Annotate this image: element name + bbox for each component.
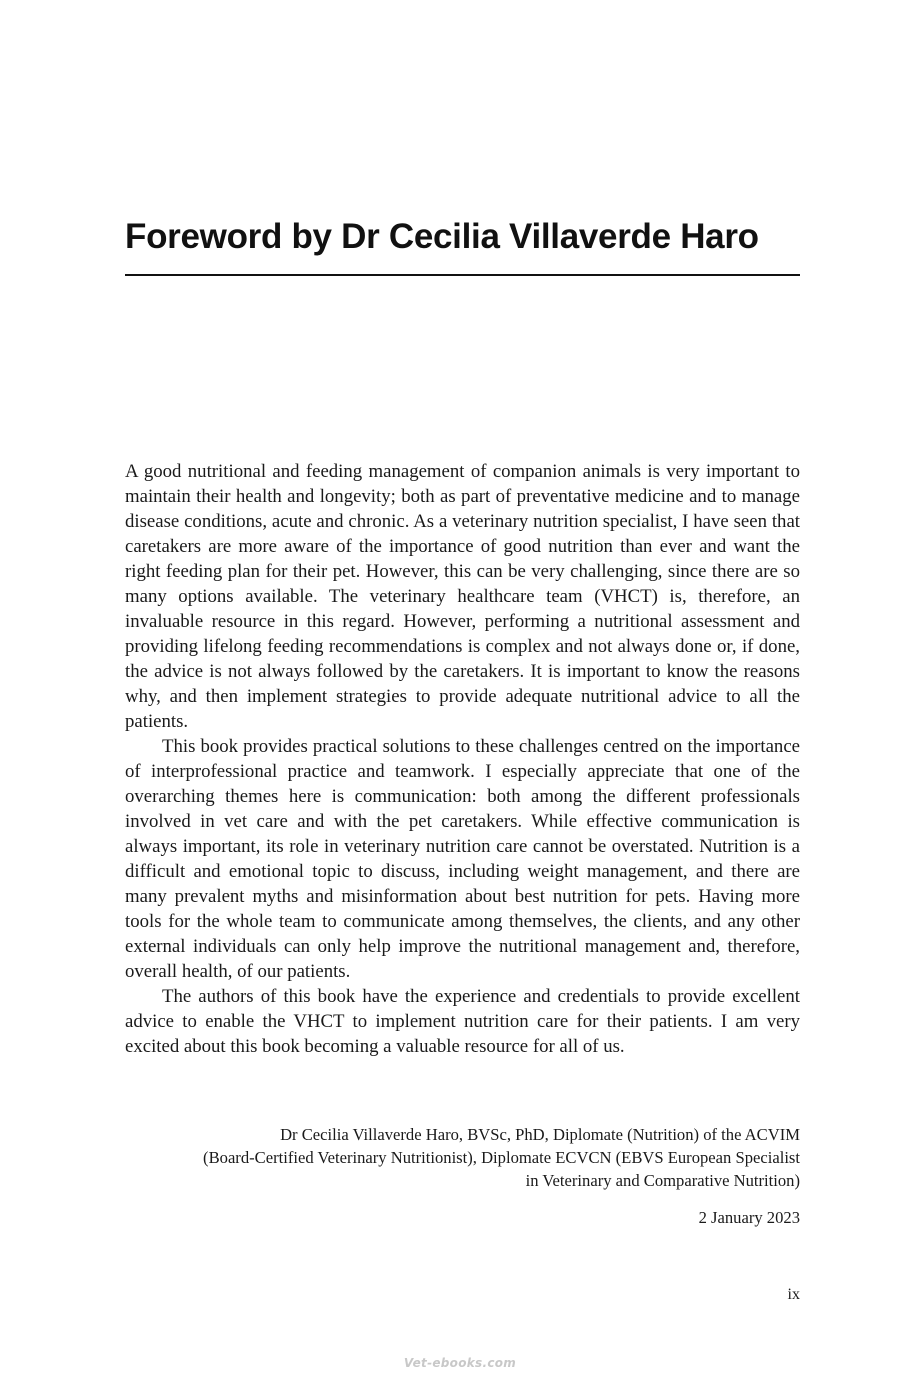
author-signature <box>125 1123 800 1192</box>
signature-line-3: in Veterinary and Comparative Nutrition) <box>525 1171 800 1190</box>
watermark-logo: Vet-ebooks.com <box>403 1356 517 1370</box>
page-number: ix <box>787 1286 800 1303</box>
signature-line-1: Dr Cecilia Villaverde Haro, BVSc, PhD, Diplomate (Nutrition) of the ACVIM <box>280 1125 800 1144</box>
paragraph-1: A good nutritional and feeding management of companion animals is very important to maintain their health and longevity; both as part of preventative medicine and to manage disease conditions, acute and chronic. As a veterinary nutrition specialist, I have seen that caretakers are more aware of the importance of good nutrition than ever and want the right feeding plan for their pet. However, this can be very challenging, since there are so many options available. The veterinary healthcare team (VHCT) is, therefore, an invaluable resource in this regard. However, performing a nutritional assessment and providing lifelong feeding recommendations is complex and not always done or, if done, the advice is not always followed by the caretakers. It is important to know the reasons why, and then implement strategies to provide adequate nutritional advice to all the patients. <box>125 461 800 732</box>
signature-line-2: (Board-Certified Veterinary Nutritionist), Diplomate ECVCN (EBVS European Specialist <box>203 1148 800 1167</box>
foreword-date: 2 January 2023 <box>698 1208 800 1227</box>
page-title: Foreword by Dr Cecilia Villaverde Haro <box>125 217 759 256</box>
paragraph-2: This book provides practical solutions to these challenges centred on the importance of interprofessional practice and teamwork. I especially appreciate that one of the overarching themes here is communication: both among the different professionals involved in vet care and with the pet caretakers. While effective communication is always important, its role in veterinary nutrition care cannot be overstated. Nutrition is a difficult and emotional topic to discuss, including weight management, and there are many prevalent myths and misinformation about best nutrition for pets. Having more tools for the whole team to communicate among themselves, the clients, and any other external individuals can only help improve the nutritional management and, therefore, overall health, of our patients. <box>125 736 800 982</box>
title-rule <box>125 274 800 276</box>
paragraph-3: The authors of this book have the experience and credentials to provide excellent advice to enable the VHCT to implement nutrition care for their patients. I am very excited about this book becoming a valuable resource for all of us. <box>125 986 800 1057</box>
foreword-body <box>125 459 800 1059</box>
